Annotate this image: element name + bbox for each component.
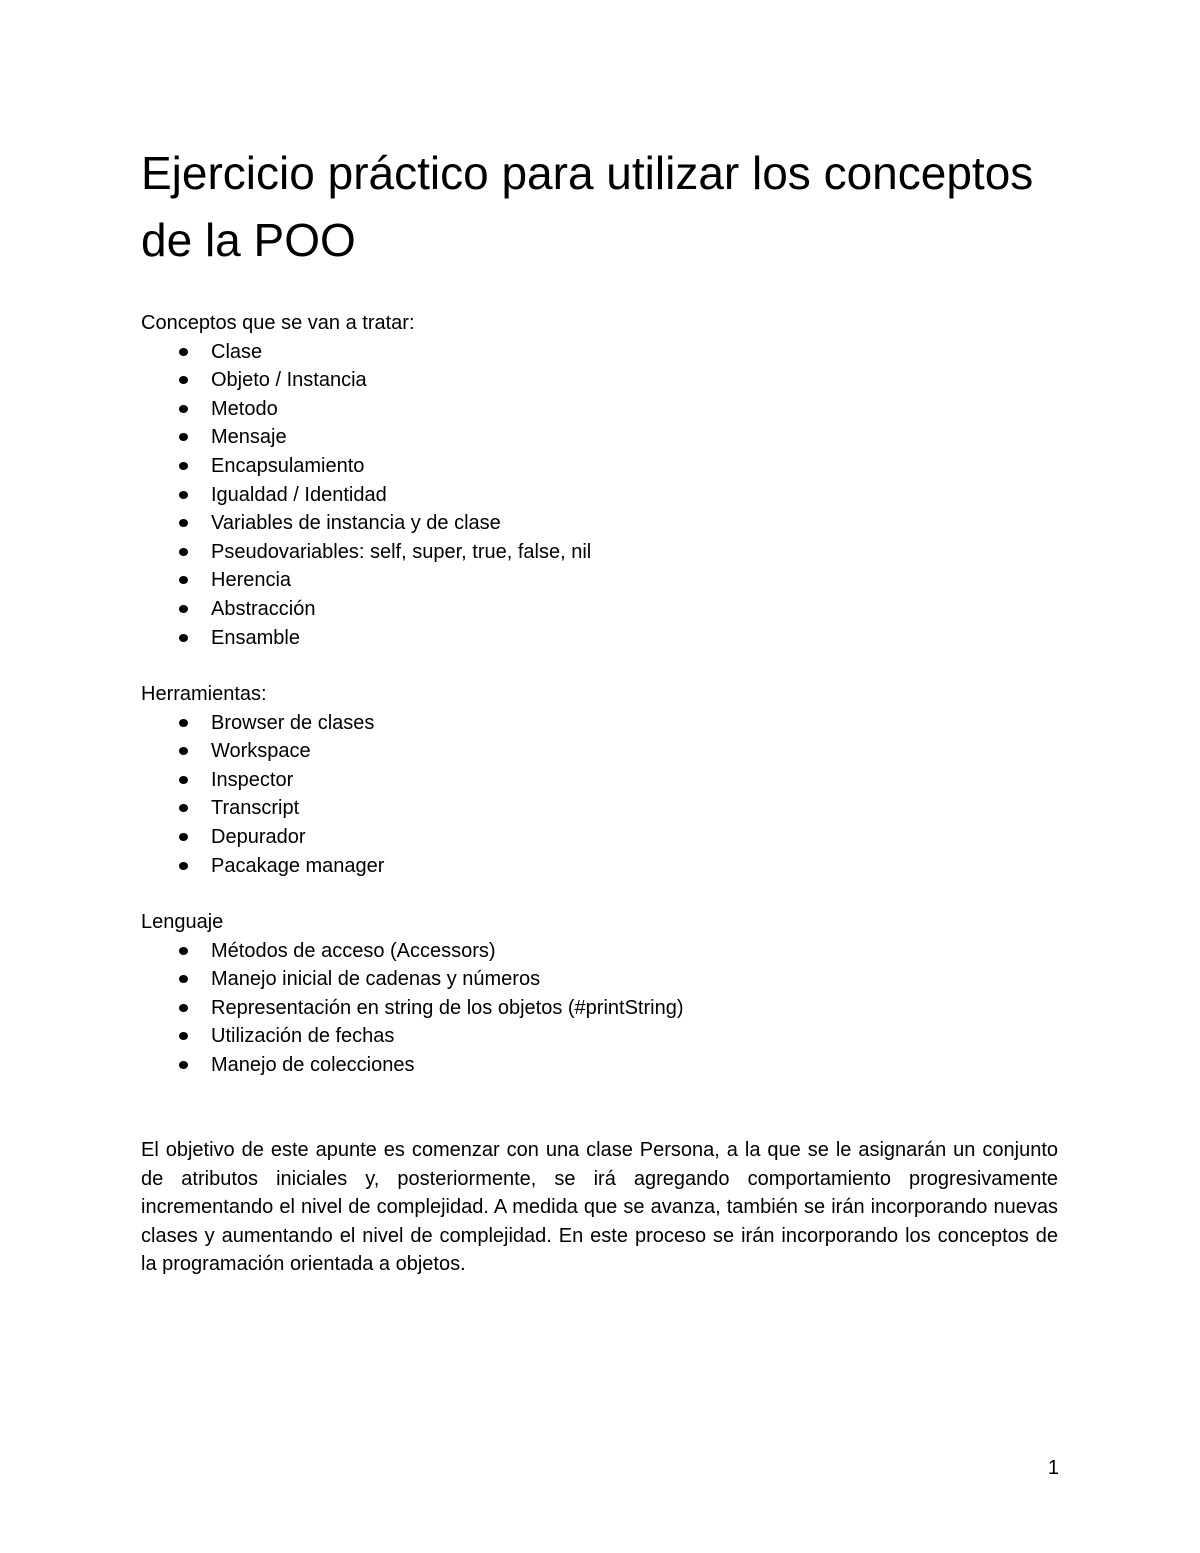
- list-item-label: Métodos de acceso (Accessors): [211, 939, 496, 962]
- list-item-label: Browser de clases: [211, 711, 375, 734]
- list-item-label: Variables de instancia y de clase: [211, 512, 501, 535]
- list-item: [141, 1022, 1061, 1051]
- list-item: [141, 965, 1061, 994]
- bullet-icon: [179, 1061, 188, 1069]
- bullet-icon: [179, 405, 188, 413]
- bullet-icon: [179, 719, 188, 727]
- list-item: [141, 766, 1061, 795]
- bullet-icon: [179, 947, 188, 955]
- list-item-label: Abstracción: [211, 597, 316, 620]
- list-item-label: Utilización de fechas: [211, 1025, 395, 1048]
- bullet-icon: [179, 433, 188, 441]
- list-item: [141, 538, 1061, 567]
- bullet-list-conceptos: [141, 338, 1061, 653]
- bullet-icon: [179, 576, 188, 584]
- list-item: [141, 395, 1061, 424]
- list-item-label: Manejo de colecciones: [211, 1053, 415, 1076]
- bullet-icon: [179, 833, 188, 841]
- section-herramientas: [141, 680, 1061, 880]
- bullet-icon: [179, 634, 188, 642]
- list-item: [141, 595, 1061, 624]
- bullet-icon: [179, 519, 188, 527]
- list-item-label: Objeto / Instancia: [211, 369, 367, 392]
- bullet-icon: [179, 491, 188, 499]
- bullet-list-herramientas: [141, 709, 1061, 881]
- bullet-icon: [179, 776, 188, 784]
- bullet-icon: [179, 462, 188, 470]
- list-item-label: Manejo inicial de cadenas y números: [211, 968, 541, 991]
- list-item-label: Transcript: [211, 797, 300, 820]
- list-item: [141, 423, 1061, 452]
- bullet-icon: [179, 605, 188, 613]
- list-item-label: Depurador: [211, 825, 306, 848]
- list-item-label: Mensaje: [211, 426, 287, 449]
- bullet-icon: [179, 1032, 188, 1040]
- list-item-label: Pacakage manager: [211, 854, 385, 877]
- list-item: [141, 624, 1061, 653]
- list-item-label: Metodo: [211, 397, 278, 420]
- list-item-label: Encapsulamiento: [211, 454, 365, 477]
- bullet-icon: [179, 747, 188, 755]
- list-item: [141, 452, 1061, 481]
- bullet-icon: [179, 975, 188, 983]
- list-item-label: Ensamble: [211, 626, 300, 649]
- list-item: [141, 566, 1061, 595]
- list-item: [141, 366, 1061, 395]
- section-heading-conceptos: Conceptos que se van a tratar:: [141, 312, 415, 334]
- bullet-list-lenguaje: [141, 937, 1061, 1080]
- list-item: [141, 994, 1061, 1023]
- body-paragraph: El objetivo de este apunte es comenzar con una clase Persona, a la que se le asignarán un conjunto de atributos iniciales y, posteriormente, se irá agregando comportamiento progresivamente incrementando el nivel de complejidad. A medida que se avanza, también se irán incorporando nuevas clases y aumentando el nivel de complejidad. En este proceso se irán incorporando los conceptos de la programación orientada a objetos.: [141, 1139, 1058, 1276]
- list-item-label: Pseudovariables: self, super, true, false, nil: [211, 540, 592, 563]
- bullet-icon: [179, 862, 188, 870]
- list-item-label: Representación en string de los objetos (#printString): [211, 996, 684, 1019]
- list-item: [141, 509, 1061, 538]
- list-item: [141, 823, 1061, 852]
- section-lenguaje: [141, 908, 1061, 1080]
- list-item: [141, 338, 1061, 367]
- section-conceptos: [141, 309, 1061, 652]
- list-item-label: Inspector: [211, 768, 294, 791]
- bullet-icon: [179, 804, 188, 812]
- bullet-icon: [179, 548, 188, 556]
- bullet-icon: [179, 376, 188, 384]
- list-item: [141, 937, 1061, 966]
- list-item: [141, 481, 1061, 510]
- document-title: Ejercicio práctico para utilizar los conceptos de la POO: [141, 147, 1034, 266]
- list-item: [141, 794, 1061, 823]
- bullet-icon: [179, 1004, 188, 1012]
- list-item: [141, 1051, 1061, 1080]
- list-item: [141, 737, 1061, 766]
- list-item-label: Workspace: [211, 740, 311, 763]
- bullet-icon: [179, 348, 188, 356]
- list-item-label: Herencia: [211, 569, 292, 592]
- section-heading-herramientas: Herramientas:: [141, 683, 267, 705]
- list-item-label: Clase: [211, 340, 263, 363]
- list-item-label: Igualdad / Identidad: [211, 483, 387, 506]
- page-number: 1: [1047, 1457, 1059, 1479]
- section-heading-lenguaje: Lenguaje: [141, 911, 224, 933]
- list-item: [141, 852, 1061, 881]
- list-item: [141, 709, 1061, 738]
